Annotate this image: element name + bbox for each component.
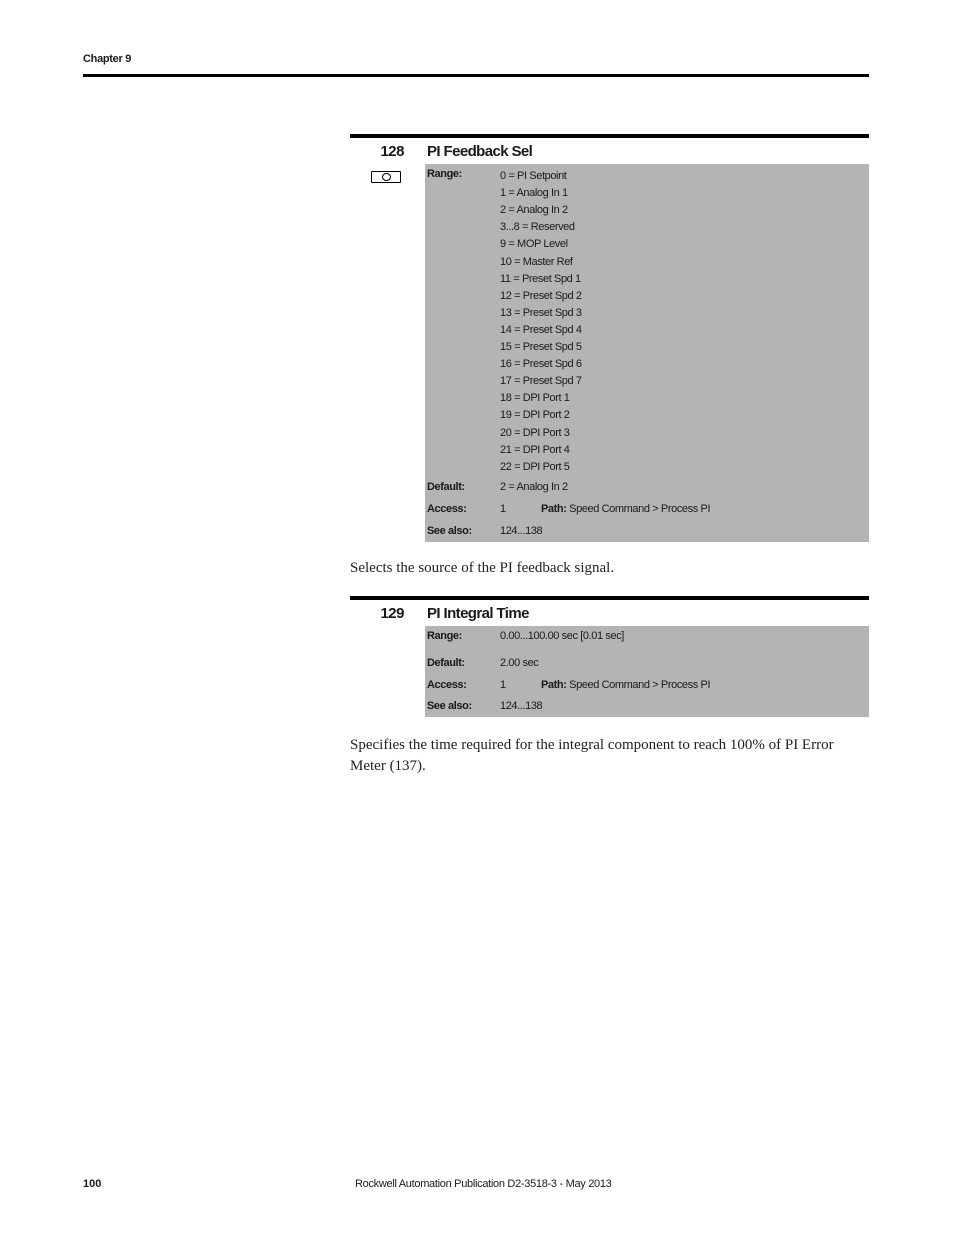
- param-description: Specifies the time required for the integral component to reach 100% of PI Error Meter (137).: [350, 737, 834, 774]
- range-option: 17 = Preset Spd 7: [500, 375, 582, 388]
- access-value: 1: [500, 503, 506, 515]
- param-panel: [425, 164, 869, 542]
- range-option: 0 = PI Setpoint: [500, 170, 567, 182]
- param-title: PI Feedback Sel: [427, 143, 533, 160]
- header-rule: [83, 74, 869, 77]
- range-label: Range:: [427, 630, 462, 642]
- access-label: Access:: [427, 503, 467, 515]
- default-label: Default:: [427, 481, 465, 493]
- path: [541, 503, 710, 515]
- path-label: Path:: [541, 679, 567, 691]
- range-option: 1 = Analog In 1: [500, 187, 568, 200]
- range-option: 20 = DPI Port 3: [500, 426, 570, 439]
- path: [541, 679, 710, 691]
- access-label: Access:: [427, 679, 467, 691]
- range-option: 14 = Preset Spd 4: [500, 323, 582, 336]
- chapter-label: Chapter 9: [83, 53, 132, 65]
- param-description: Selects the source of the PI feedback signal.: [350, 560, 615, 576]
- see-also-label: See also:: [427, 525, 472, 537]
- access-value: 1: [500, 679, 506, 691]
- default-value: 2.00 sec: [500, 657, 539, 669]
- range-option: 16 = Preset Spd 6: [500, 358, 582, 371]
- read-write-icon: [371, 171, 401, 183]
- see-also-value: 124...138: [500, 700, 543, 712]
- range-option: 10 = Master Ref: [500, 255, 573, 268]
- publication-info: Rockwell Automation Publication D2-3518-3 - May 2013: [355, 1178, 612, 1190]
- range-label: Range:: [427, 168, 462, 180]
- range-option: 13 = Preset Spd 3: [500, 306, 582, 319]
- range-option: 15 = Preset Spd 5: [500, 341, 582, 353]
- path-value: Speed Command > Process PI: [569, 503, 711, 515]
- see-also-value: 124...138: [500, 525, 543, 537]
- range-option: 12 = Preset Spd 2: [500, 289, 582, 302]
- parameter-128: [350, 134, 869, 542]
- default-value: 2 = Analog In 2: [500, 481, 568, 493]
- param-number: 128: [380, 143, 404, 160]
- range-option: 3...8 = Reserved: [500, 221, 575, 234]
- param-panel: [425, 626, 869, 717]
- range-option: 9 = MOP Level: [500, 238, 568, 251]
- range-value: 0.00...100.00 sec [0.01 sec]: [500, 630, 624, 642]
- range-option: 22 = DPI Port 5: [500, 460, 570, 473]
- range-option: 2 = Analog In 2: [500, 204, 568, 217]
- range-option: 19 = DPI Port 2: [500, 409, 570, 422]
- path-label: Path:: [541, 503, 567, 515]
- param-title: PI Integral Time: [427, 605, 529, 622]
- range-option: 21 = DPI Port 4: [500, 443, 570, 456]
- parameter-129: [350, 596, 869, 717]
- page-number: 100: [83, 1178, 102, 1190]
- range-option: 18 = DPI Port 1: [500, 392, 570, 405]
- range-option: 11 = Preset Spd 1: [500, 272, 581, 285]
- param-number: 129: [380, 605, 404, 622]
- path-value: Speed Command > Process PI: [569, 679, 711, 691]
- default-label: Default:: [427, 657, 465, 669]
- see-also-label: See also:: [427, 700, 472, 712]
